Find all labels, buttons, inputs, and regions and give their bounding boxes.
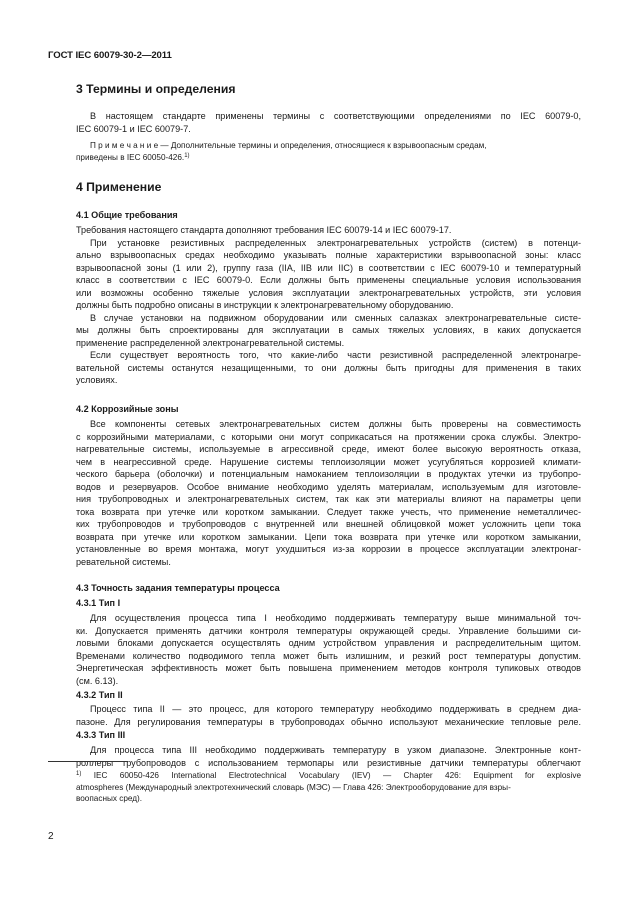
- text-line: При установке резистивных распределенных электронагревательных устройств (систем) в потенци-: [90, 237, 581, 248]
- text-line: водов и резервуаров. Особое внимание необходимо уделять материалам, используемым для изготовле-: [76, 481, 581, 492]
- note-line: П р и м е ч а н и е — Дополнительные термины и определения, относящиеся к взрывоопасным средам,: [90, 141, 487, 150]
- section-3-title: 3 Термины и определения: [76, 82, 236, 96]
- subsection-4-1-title: 4.1 Общие требования: [76, 210, 178, 220]
- text-line: должны быть подробно описаны в инструкции к электронагревательному оборудованию.: [76, 300, 454, 310]
- text-line: тока возврата при утечке или коротком замыкании. Следует также учесть, что применение неметалличес-: [76, 506, 581, 517]
- footnote-separator: [48, 761, 128, 762]
- text-line: нагревательные системы, используемые в агрессивной среде, имеют более высокую вероятность отказа,: [76, 444, 581, 454]
- subsection-4-3-2-title: 4.3.2 Тип II: [76, 690, 123, 700]
- text-line: пазоне. Для регулирования температуры в трубопроводах обычно используют механические тепловые реле.: [76, 716, 581, 727]
- text-line: Временами количество подводимого тепла может быть излишним, и резкий рост температуры допустим.: [76, 650, 581, 661]
- footnote-mark: 1): [76, 771, 82, 777]
- text-line: ких трубопроводов и трубопроводов с внутренней или внешней облицовкой может усложнить цепи тока: [76, 519, 581, 529]
- text-line: установленные во время монтажа, могут ухудшиться из-за коррозии в процессе эксплуатации электронаг-: [76, 544, 581, 554]
- text-line: Энергетическая эффективность может быть повышена применением методов контроля тупиковых отводов: [76, 663, 581, 673]
- footnote-ref[interactable]: 1): [184, 152, 190, 159]
- text-line: В настоящем стандарте применены термины с соответствующими определениями по IEC 60079-0,: [90, 111, 581, 121]
- footnote-line: atmospheres (Международный электротехнический словарь (МЭС) — Глава 426: Электрооборудование для взры-: [76, 782, 511, 792]
- footnote-line: IEC 60050-426 International Electrotechnical Vocabulary (IEV) — Chapter 426: Equipment for explosive: [93, 771, 581, 780]
- subsection-4-3-3-text: [76, 744, 581, 769]
- text-line: Процесс типа II — это процесс, для которого температуру необходимо поддерживать в среднем диа-: [90, 704, 581, 714]
- text-line: ловыми блоками допускается осуществлять одним устройством управления и распределительным щитом.: [76, 638, 581, 648]
- subsection-4-2-text: [76, 418, 581, 568]
- text-line: IEC 60079-1 и IEC 60079-7.: [76, 123, 191, 134]
- text-line: или возможны особенно тяжелые условия эксплуатации электронагревательных устройств, эти условия: [76, 287, 581, 298]
- text-line: Если существует вероятность того, что какие-либо части резистивной распределенной электронагре-: [90, 350, 581, 360]
- text-line: условиях.: [76, 375, 118, 385]
- text-line: В случае установки на подвижном оборудовании или сменных салазках электронагревательные систе-: [90, 312, 581, 323]
- text-line: Для процесса типа III необходимо поддерживать температуру в узком диапазоне. Электронные конт-: [90, 745, 581, 755]
- text-line: класс в соответствии с IEC 60079-0. Если должны быть применены специальные условия использования: [76, 275, 581, 285]
- text-line: взрывоопасной зоны (1 или 2), группу газа (IIA, IIB или IIC) в соответствии с IEC 60079-10 и температурный: [76, 262, 581, 273]
- text-line: чем в неагрессивной среде. Нарушение системы теплоизоляции может усугубляться коррозией климати-: [76, 456, 581, 467]
- text-line: роллеры трубопроводов с использованием термопары или резистивные датчики температуры облегчают: [76, 757, 581, 768]
- text-line: ревательной системы.: [76, 556, 171, 567]
- text-line: (см. 6.13).: [76, 675, 119, 686]
- subsection-4-3-3-title: 4.3.3 Тип III: [76, 730, 126, 740]
- text-line: мы должны быть спроектированы для эксплуатации в самых тяжелых условиях, в каких допускается: [76, 325, 581, 335]
- footnote-line: воопасных сред).: [76, 794, 143, 804]
- text-line: ческого барьера (оболочки) и потенциальным намоканием теплоизоляции в продуктах утечки из трубопро-: [76, 469, 581, 479]
- text-line: Требования настоящего стандарта дополняют требования IEC 60079-14 и IEC 60079-17.: [76, 225, 452, 235]
- text-line: возврата при утечке или коротком замыкании. Цепи тока возврата при утечке или коротком замыкании,: [76, 531, 581, 542]
- footnote: [48, 770, 581, 805]
- note-line: приведены в IEC 60050-426.: [76, 152, 185, 162]
- text-line: Все компоненты сетевых электронагревательных систем должны быть проверены на совместимость: [90, 419, 581, 429]
- text-line: Для осуществления процесса типа I необходимо поддерживать температуру выше минимальной точ-: [90, 613, 581, 623]
- text-line: вательной системы останутся незащищенными, то они должны быть пригодны для применения в таких: [76, 362, 581, 373]
- page-number: 2: [48, 831, 54, 842]
- text-line: ки. Допускается применять датчики контроля температуры окружающей среды. Управление большими си-: [76, 625, 581, 636]
- section-4-title: 4 Применение: [76, 180, 162, 194]
- subsection-4-1-text: [76, 224, 581, 387]
- section-3-paragraph: [76, 110, 581, 135]
- subsection-4-3-2-text: [76, 703, 581, 728]
- section-3-note: [76, 140, 581, 163]
- text-line: с коррозийными материалами, с которыми они могут соприкасаться на протяжении срока службы. Электро-: [76, 431, 581, 442]
- text-line: ния трубопроводных и электронагревательных систем, так как эти материалы влияют на параметры цепи: [76, 494, 581, 504]
- subsection-4-3-1-text: [76, 612, 581, 687]
- text-line: применение распределенной электронагревательной системы.: [76, 337, 345, 348]
- subsection-4-3-1-title: 4.3.1 Тип I: [76, 598, 121, 608]
- text-line: ально взрывоопасных средах необходимо указывать полные характеристики взрывоопасной зоны: класс: [76, 250, 581, 260]
- document-header: ГОСТ IEC 60079-30-2—2011: [48, 50, 172, 61]
- subsection-4-2-title: 4.2 Коррозийные зоны: [76, 404, 179, 414]
- subsection-4-3-title: 4.3 Точность задания температуры процесса: [76, 583, 280, 593]
